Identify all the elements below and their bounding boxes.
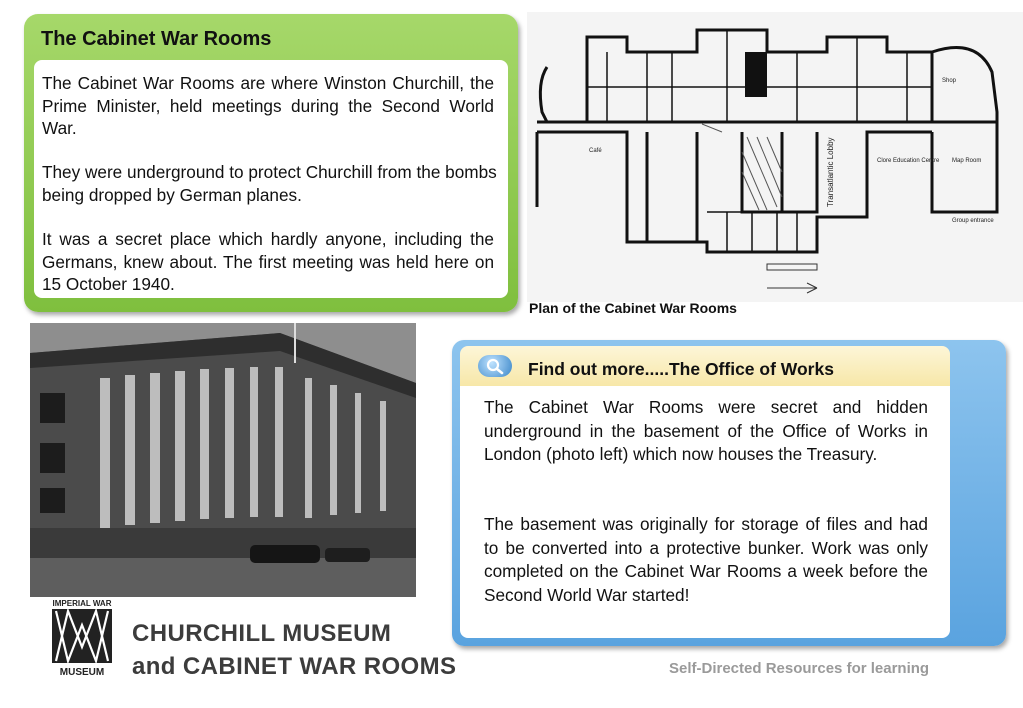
intro-paragraph: The Cabinet War Rooms are where Winston Churchill, the Prime Minister, held meetings during the Second World War. — [42, 73, 494, 138]
find-out-more-header — [460, 346, 950, 386]
find-out-more-body — [460, 386, 950, 638]
intro-paragraph: It was a secret place which hardly anyone, including the Germans, knew about. The first meeting was held here on 15 October 1940. — [42, 229, 494, 294]
footer-text: Self-Directed Resources for learning — [669, 660, 930, 677]
plan-label-shop: Shop — [942, 78, 957, 84]
imperial-war-museum-logo — [50, 597, 114, 677]
intro-title: The Cabinet War Rooms — [41, 28, 272, 50]
office-of-works-photo — [30, 323, 416, 597]
find-out-more-title: Find out more.....The Office of Works — [528, 359, 834, 379]
plan-label-map-room: Map Room — [952, 158, 982, 164]
find-out-more-paragraph: The basement was originally for storage of files and had to be converted into a protective bunker. Work was only completed on the Cabinet War Rooms a week before the Second World War started! — [484, 514, 928, 605]
plan-label-transatlantic: Transatlantic Lobby — [826, 137, 835, 207]
search-icon — [478, 355, 512, 377]
plan-label-clore: Clore Education Centre — [877, 158, 940, 164]
museum-name-line2: and CABINET WAR ROOMS — [132, 653, 457, 680]
floor-plan-image — [527, 12, 1023, 302]
plan-label-group-entrance: Group entrance — [952, 218, 994, 224]
museum-name-line1: CHURCHILL MUSEUM — [132, 620, 392, 647]
intro-paragraph: They were underground to protect Churchill from the bombs being dropped by German planes. — [42, 162, 497, 205]
find-out-more-paragraph: The Cabinet War Rooms were secret and hidden underground in the basement of the Office of Works in London (photo left) which now houses the Treasury. — [484, 397, 928, 464]
building-photo-drawing — [30, 323, 416, 597]
intro-panel — [24, 14, 518, 312]
intro-body — [34, 60, 508, 298]
plan-caption: Plan of the Cabinet War Rooms — [529, 300, 737, 316]
plan-label-cafe: Café — [589, 148, 602, 154]
find-out-more-panel — [452, 340, 1006, 646]
logo-iwm-top: IMPERIAL WAR — [52, 599, 112, 608]
floor-plan-drawing — [527, 12, 1023, 302]
logo-iwm-bottom: MUSEUM — [59, 667, 105, 677]
